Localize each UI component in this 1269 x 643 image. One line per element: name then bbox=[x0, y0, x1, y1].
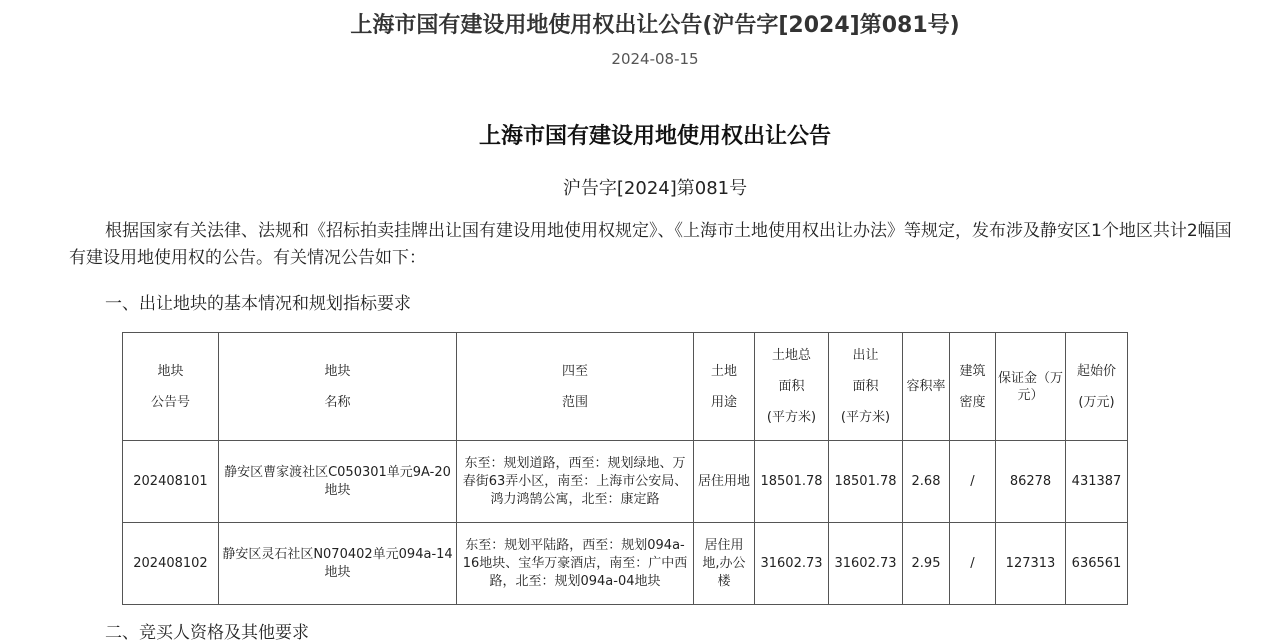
cell-boundaries: 东至：规划道路，西至：规划绿地、万春街63弄小区，南至：上海市公安局、鸿力鸿鹄公寓，北至：康定路 bbox=[457, 441, 694, 523]
cell-plot-no: 202408102 bbox=[123, 523, 219, 605]
cell-start-price: 431387 bbox=[1066, 441, 1128, 523]
header-boundaries: 四至 范围 bbox=[457, 333, 694, 441]
header-transfer-area: 出让 面积 (平方米) bbox=[829, 333, 903, 441]
section-heading-1: 一、出让地块的基本情况和规划指标要求 bbox=[105, 294, 411, 314]
cell-total-area: 31602.73 bbox=[755, 523, 829, 605]
cell-plot-name: 静安区灵石社区N070402单元094a-14地块 bbox=[219, 523, 457, 605]
cell-plot-no: 202408101 bbox=[123, 441, 219, 523]
plots-table bbox=[122, 332, 1128, 605]
cell-far: 2.68 bbox=[903, 441, 950, 523]
header-start-price: 起始价 (万元) bbox=[1066, 333, 1128, 441]
cell-deposit: 86278 bbox=[996, 441, 1066, 523]
page-title: 上海市国有建设用地使用权出让公告(沪告字[2024]第081号) bbox=[350, 13, 960, 38]
table-header-row bbox=[123, 333, 1128, 441]
cell-deposit: 127313 bbox=[996, 523, 1066, 605]
header-deposit: 保证金（万元） bbox=[996, 333, 1066, 441]
cell-density: / bbox=[950, 523, 996, 605]
cell-density: / bbox=[950, 441, 996, 523]
cell-transfer-area: 18501.78 bbox=[829, 441, 903, 523]
cell-total-area: 18501.78 bbox=[755, 441, 829, 523]
cell-transfer-area: 31602.73 bbox=[829, 523, 903, 605]
document-title: 上海市国有建设用地使用权出让公告 bbox=[478, 124, 831, 149]
table-row bbox=[123, 441, 1128, 523]
header-density: 建筑 密度 bbox=[950, 333, 996, 441]
header-plot-name: 地块 名称 bbox=[219, 333, 457, 441]
header-total-area: 土地总 面积 (平方米) bbox=[755, 333, 829, 441]
header-land-use: 土地 用途 bbox=[694, 333, 755, 441]
document-number: 沪告字[2024]第081号 bbox=[562, 178, 748, 199]
publish-date: 2024-08-15 bbox=[611, 50, 699, 68]
table-row bbox=[123, 523, 1128, 605]
cell-start-price: 636561 bbox=[1066, 523, 1128, 605]
intro-paragraph: 根据国家有关法律、法规和《招标拍卖挂牌出让国有建设用地使用权规定》、《上海市土地使用权出让办法》等规定，发布涉及静安区1个地区共计2幅国有建设用地使用权的公告。有关情况公告如下： bbox=[69, 221, 1232, 268]
header-far: 容积率 bbox=[903, 333, 950, 441]
cell-far: 2.95 bbox=[903, 523, 950, 605]
section-heading-2: 二、竞买人资格及其他要求 bbox=[105, 623, 309, 643]
cell-plot-name: 静安区曹家渡社区C050301单元9A-20地块 bbox=[219, 441, 457, 523]
cell-land-use: 居住用地 bbox=[694, 441, 755, 523]
header-plot-no: 地块 公告号 bbox=[123, 333, 219, 441]
cell-land-use: 居住用地,办公楼 bbox=[694, 523, 755, 605]
cell-boundaries: 东至：规划平陆路，西至：规划094a-16地块、宝华万豪酒店，南至：广中西路，北至：规划094a-04地块 bbox=[457, 523, 694, 605]
